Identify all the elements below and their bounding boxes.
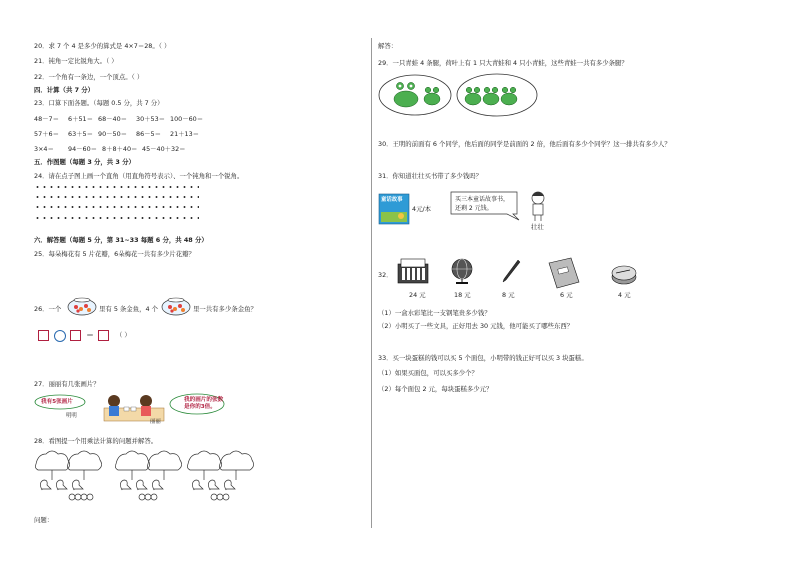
calc-item: 21＋13＝: [170, 130, 200, 138]
calc-item: 100－60＝: [170, 115, 204, 123]
section-4-heading: 四．计算（共 7 分）: [34, 86, 95, 94]
q30: 30．王明的前面有 6 个同学，他后面的同学是前面的 2 倍，他后面有多少个同学？这一排共有多少人？: [378, 140, 671, 148]
q33: 33．买一块蛋糕的钱可以买 5 个面包，小明带的钱正好可以买 3 块蛋糕。: [378, 354, 588, 362]
column-divider: [371, 38, 372, 528]
answer-box: [70, 330, 81, 341]
q27: 27．丽丽有几张画片？: [34, 380, 100, 388]
q33-sub2: （2）每个面包 2 元，每块蛋糕多少元？: [378, 385, 493, 393]
q22: 22．一个角有一条边，一个顶点。（ ）: [34, 73, 144, 81]
section-5-heading: 五．作图题（每题 3 分，共 3 分）: [34, 158, 135, 166]
q32: 32．: [378, 271, 393, 279]
calc-item: 68－40＝: [98, 115, 128, 123]
calc-item: 63＋5＝: [68, 130, 93, 138]
calc-item: 57＋6＝: [34, 130, 59, 138]
price-notebook: 6 元: [560, 291, 573, 299]
q29: 29．一只青蛙 4 条腿，荷叶上有 1 只大青蛙和 4 只小青蛙，这些青蛙一共有多少条腿？: [378, 59, 628, 67]
q31-bubble-text: 买三本童话故事书，还剩 2 元钱。: [455, 196, 510, 212]
q32-sub2: （2）小明买了一些文具，正好用去 30 元钱，他可能买了哪些东西？: [378, 322, 574, 330]
price-pen: 8 元: [502, 291, 515, 299]
answer-label: 解答：: [378, 42, 398, 50]
calc-item: 3×4＝: [34, 145, 54, 153]
calc-item: 30＋53＝: [136, 115, 166, 123]
price-globe: 18 元: [454, 291, 471, 299]
calc-item: 94－60＝: [68, 145, 98, 153]
q27-bubble-left: 我有5张画片: [41, 399, 73, 405]
pencil-sharpener-icon: [610, 263, 638, 285]
q26-text-c: 里一共有多少条金鱼？: [193, 305, 257, 313]
price-sharpener: 4 元: [618, 291, 631, 299]
q27-bubble-right: 我的画片的张数是你的3倍。: [184, 397, 224, 410]
answer-box: [38, 330, 49, 341]
q23: 23．口算下面各题。（每题 0.5 分，共 7 分）: [34, 99, 164, 107]
frogs-on-lily-pads-image: [378, 72, 538, 118]
storybook-title: 童话故事: [381, 197, 403, 203]
question-label: 问题：: [34, 516, 54, 524]
q25: 25．每朵梅花有 5 片花瓣，6朵梅花一共有多少片花瓣？: [34, 250, 195, 258]
q28: 28．看图提一个用乘法计算的问题并解答。: [34, 437, 158, 445]
fishbowl-image: [66, 297, 98, 315]
boy-zhuangzhuang-image: [527, 191, 549, 221]
price-watercolor: 24 元: [409, 291, 426, 299]
equals-sign: ＝: [86, 331, 94, 340]
q24: 24．请在点子图上画一个直角（用直角符号表示）、一个钝角和一个锐角。: [34, 172, 244, 180]
dot-row: [34, 195, 199, 199]
operator-circle: [54, 330, 66, 342]
section-6-heading: 六．解答题（每题 5 分，第 31~33 每题 6 分，共 48 分）: [34, 236, 208, 244]
calc-item: 90－50＝: [98, 130, 128, 138]
unit-blank: （ ）: [116, 331, 131, 339]
calc-item: 45－40＋32＝: [142, 145, 186, 153]
q31: 31．你知道壮壮买书带了多少钱吗？: [378, 172, 482, 180]
book-price: 4元/本: [412, 205, 432, 213]
q31-name: 壮壮: [531, 223, 544, 231]
notebook-icon: [545, 257, 581, 289]
pen-icon: [502, 258, 522, 284]
globe-icon: [448, 257, 476, 285]
q21: 21．钝角一定比锐角大。（ ）: [34, 57, 118, 65]
q27-name-right: 丽丽: [150, 419, 161, 425]
q20: 20．求 7 个 4 是多少的算式是 4×7＝28。（ ）: [34, 42, 171, 50]
fishbowl-image: [160, 297, 192, 315]
q33-sub1: （1）如果买面包，可以买多少个？: [378, 369, 478, 377]
q26-text-a: 26．一个: [34, 305, 62, 313]
q32-sub1: （1）一盒水彩笔比一支钢笔贵多少钱？: [378, 309, 491, 317]
dot-row: [34, 185, 199, 189]
dot-row: [34, 216, 199, 220]
q27-name-left: 明明: [66, 413, 77, 419]
q26-text-b: 里有 5 条金鱼，4 个: [99, 305, 158, 313]
dot-row: [34, 205, 199, 209]
answer-box: [98, 330, 109, 341]
calc-item: 8＋8＋40＝: [102, 145, 138, 153]
watercolor-box-icon: [397, 258, 429, 284]
calc-item: 86－5＝: [136, 130, 161, 138]
calc-item: 48－7＝: [34, 115, 59, 123]
trees-and-squirrels-image: [34, 450, 252, 502]
calc-item: 6＋51＝: [68, 115, 93, 123]
